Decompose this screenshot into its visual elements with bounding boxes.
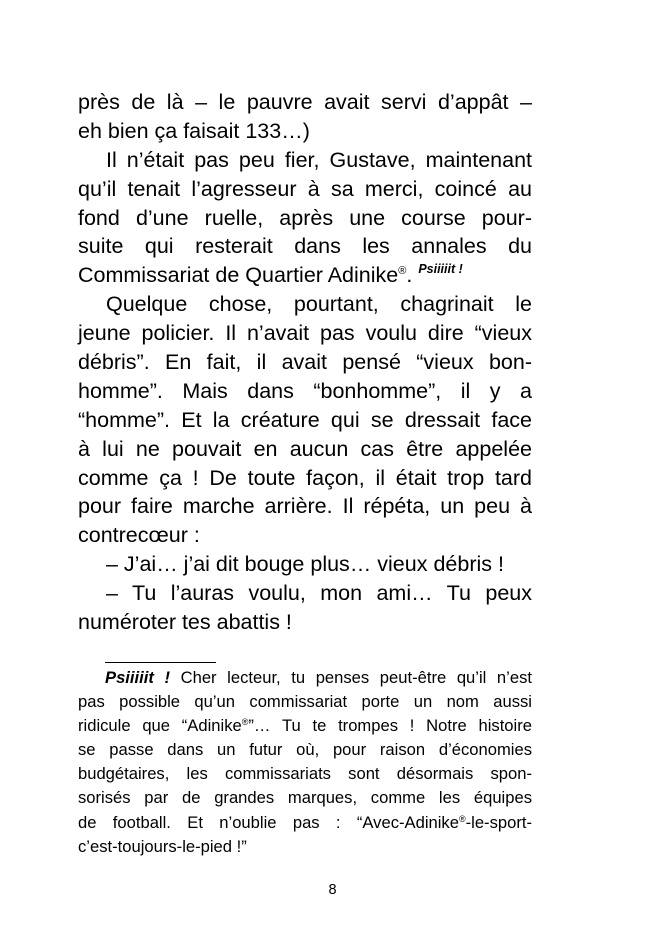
footnote-line: sorisés par de grandes marques, comme les équipes <box>78 788 532 808</box>
footnote-line: budgétaires, les commissariats sont désormais spon- <box>78 764 532 784</box>
sentence-end: . <box>406 263 413 288</box>
footnote-line <box>78 811 532 835</box>
footnote-text: de football. Et n’oublie pas : “Avec-Adinike <box>78 812 459 832</box>
footnote-reference: Psiiiiit ! <box>418 262 463 277</box>
text-line: pour faire marche arrière. Il répéta, un peu à <box>78 494 532 519</box>
footnote-line <box>78 666 532 690</box>
text-line: fond d’une ruelle, après une course pour- <box>78 205 532 230</box>
text-line: homme”. Mais dans “bonhomme”, il y a <box>78 378 532 403</box>
text-line: Il n’était pas peu fier, Gustave, maintenant <box>106 147 532 172</box>
text-line: eh bien ça faisait 133…) <box>78 118 310 143</box>
footnote-marker: Psiiiiit ! <box>105 668 170 687</box>
text-line: qu’il tenait l’agresseur à sa merci, coincé au <box>78 176 532 201</box>
footnote <box>78 666 532 859</box>
footnote-line: se passe dans un futur où, pour raison d’économies <box>78 740 532 760</box>
footnote-line: pas possible qu’un commissariat porte un nom aussi <box>78 692 532 712</box>
footnote-separator <box>105 662 216 663</box>
footnote-text: -le-sport- <box>465 812 532 832</box>
text-line: suite qui resterait dans les annales du <box>78 234 532 259</box>
registered-mark: ® <box>398 265 407 278</box>
text-line: débris”. En fait, il avait pensé “vieux bon- <box>78 350 532 375</box>
text-line: comme ça ! De toute façon, il était trop tard <box>78 465 532 490</box>
registered-mark: ® <box>241 717 249 728</box>
footnote-text: Cher lecteur, tu penses peut-être qu’il n’est <box>180 668 532 687</box>
footnote-line: c’est-toujours-le-pied !” <box>78 836 247 856</box>
registered-mark: ® <box>458 813 466 824</box>
text-line: jeune policier. Il n’avait pas voulu dire “vieux <box>78 321 532 346</box>
text-line-with-footnote-ref <box>78 261 532 290</box>
body-text <box>78 88 532 637</box>
footnote-text: ”… Tu te trompes ! Notre histoire <box>248 716 532 736</box>
text-line: Quelque chose, pourtant, chagrinait le <box>106 292 532 317</box>
text-line-part: Commissariat de Quartier Adinike <box>78 263 399 288</box>
footnote-line <box>78 714 532 738</box>
text-line: contrecœur : <box>78 523 200 548</box>
text-line: numéroter tes abattis ! <box>78 610 292 635</box>
dialogue-line: – Tu l’auras voulu, mon ami… Tu peux <box>106 581 532 606</box>
text-line: près de là – le pauvre avait servi d’appât – <box>78 90 532 114</box>
text-line: à lui ne pouvait en aucun cas être appelée <box>78 436 532 461</box>
dialogue-line: – J’ai… j’ai dit bouge plus… vieux débris ! <box>106 552 504 577</box>
text-line: “homme”. Et la créature qui se dressait face <box>78 407 532 432</box>
footnote-text: ridicule que “Adinike <box>78 716 242 736</box>
page-number: 8 <box>328 882 337 898</box>
